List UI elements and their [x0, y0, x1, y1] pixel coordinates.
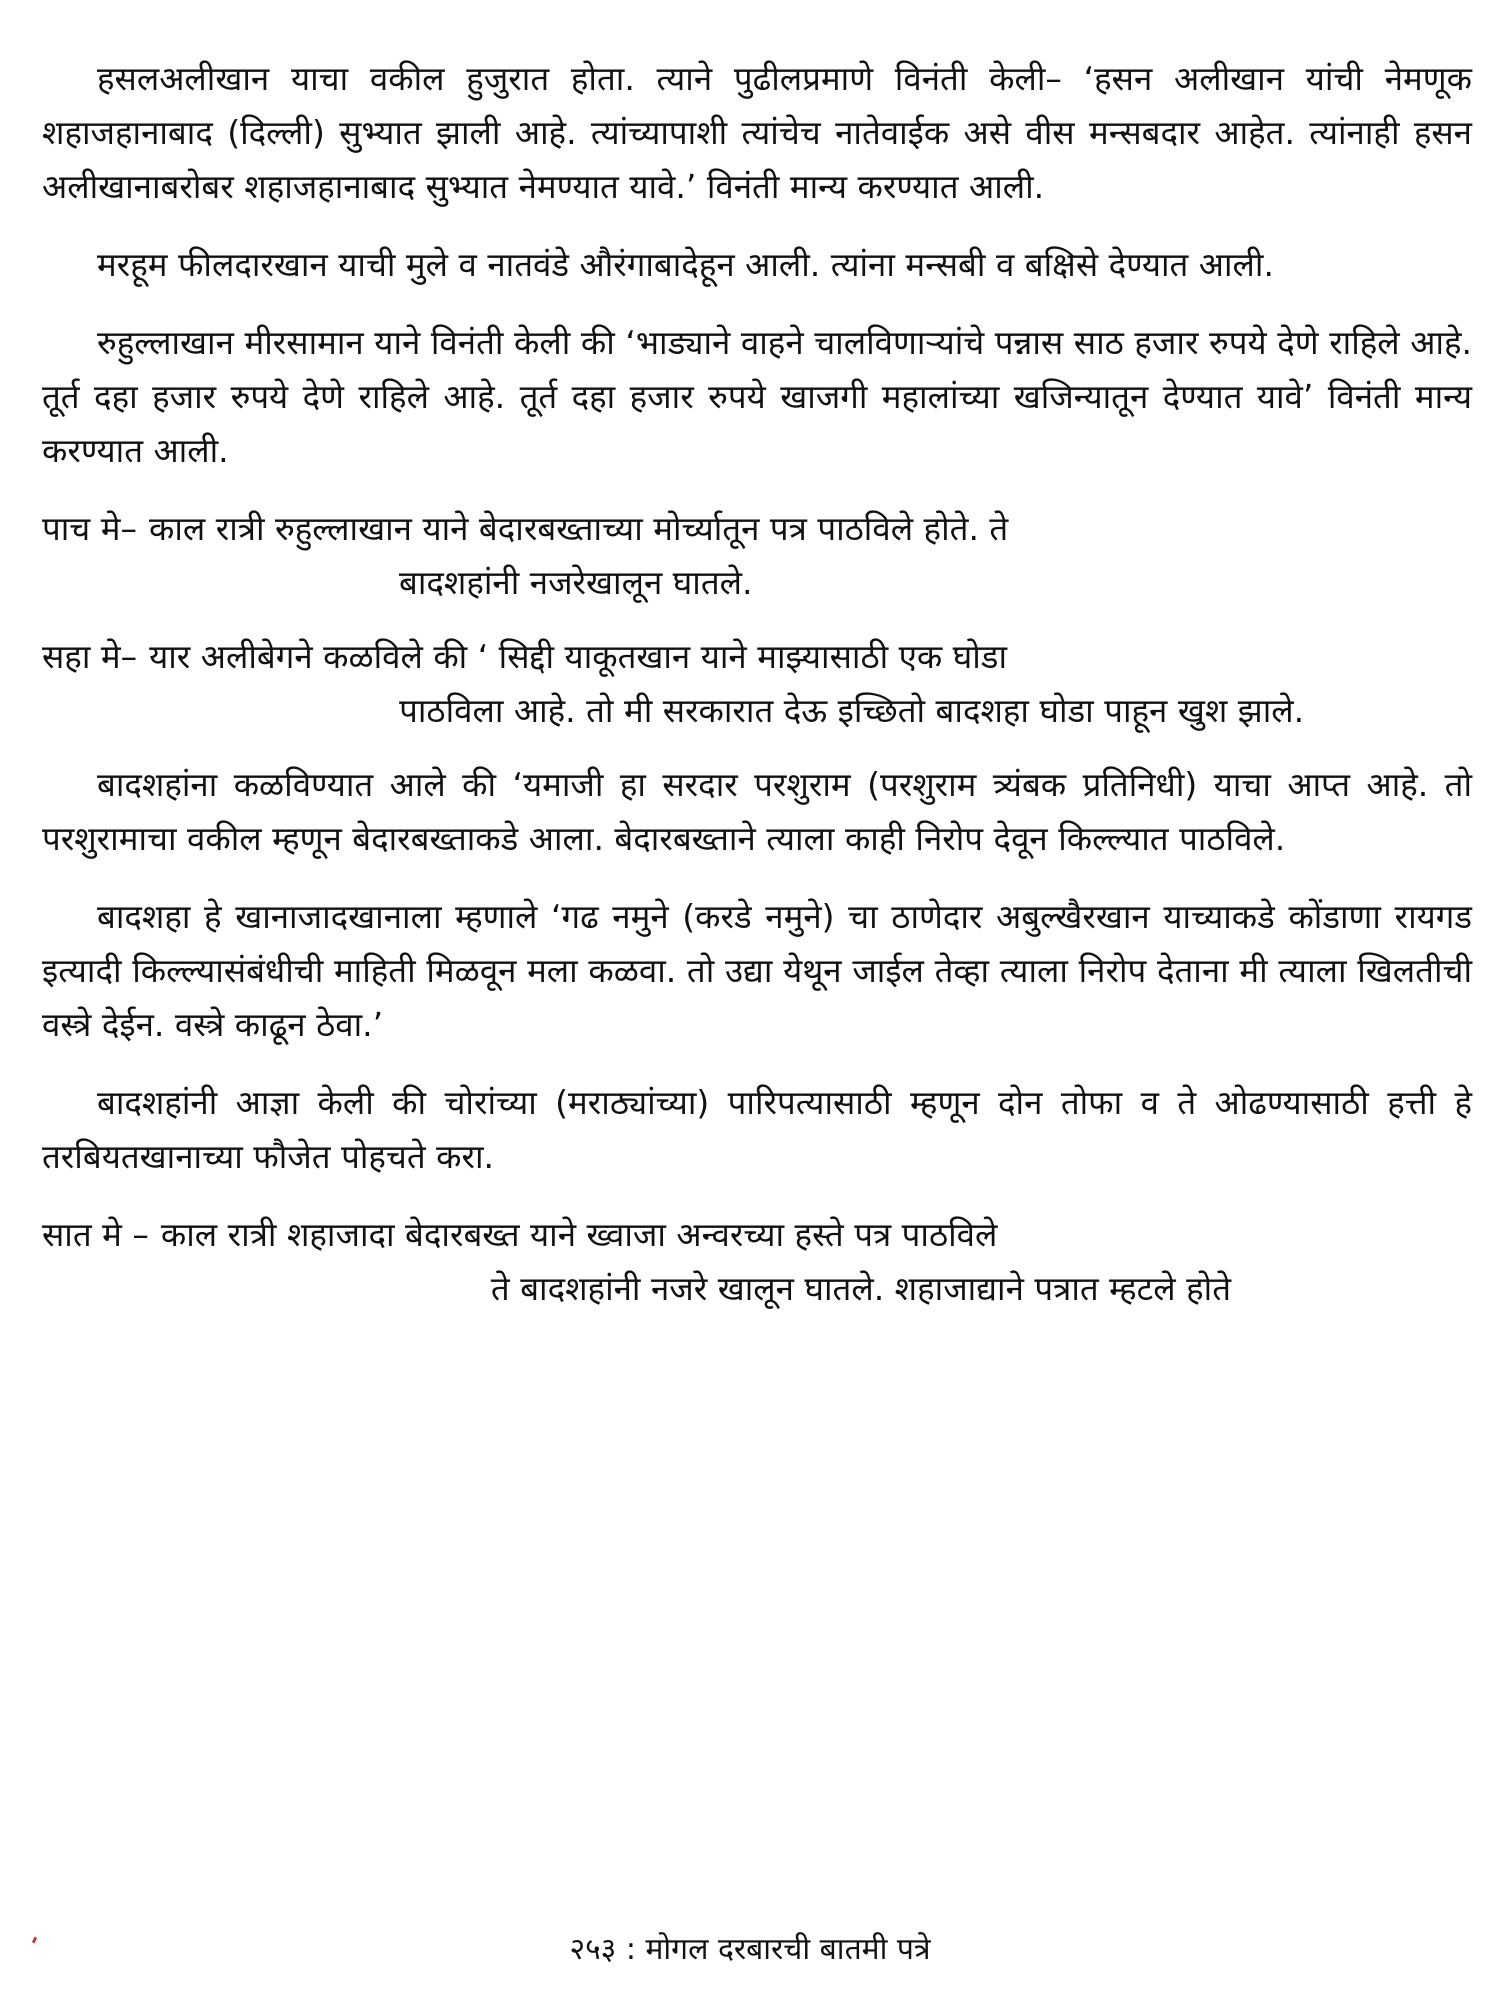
entry-text — [149, 502, 1472, 610]
page-footer: २५३ : मोगल दरबारची बातमी पत्रे — [569, 1932, 931, 1967]
entry-date-label: सात मे – — [42, 1215, 149, 1254]
paragraph: मरहूम फीलदारखान याची मुले व नातवंडे औरंगाबादेहून आली. त्यांना मन्सबी व बक्षिसे देण्यात आली. — [97, 245, 1274, 284]
paragraph: हसलअलीखान याचा वकील हुजुरात होता. त्याने पुढीलप्रमाणे विनंती केली– ‘हसन अलीखान यांची नेमणूक शहाजहानाबाद (दिल्ली) सुभ्यात झाली आहे. त्यांच्यापाशी त्यांचेच नातेवाईक असे वीस मन्सबदार आहेत. त्यांनाही हसन अलीखानाबरोबर शहाजहानाबाद सुभ्यात नेमण्यात यावे.’ विनंती मान्य करण्यात आली. — [42, 59, 1472, 206]
entry-text-first-line: काल रात्री रुहुल्लाखान याने बेदारबख्ताच्या मोर्च्यातून पत्र पाठविले होते. ते — [148, 509, 1009, 548]
entry-text-first-line: यार अलीबेगने कळविले की ‘ सिद्दी याकूतखान याने माझ्यासाठी एक घोडा — [149, 637, 1007, 676]
entry-text-continuation: पाठविला आहे. तो मी सरकारात देऊ इच्छितो बादशहा घोडा पाहून खुश झाले. — [399, 691, 1305, 730]
page-body — [42, 52, 1472, 1336]
entry-date-label: सहा मे– — [42, 637, 138, 676]
paragraph: बादशहा हे खानाजादखानाला म्हणाले ‘गढ नमुने (करडे नमुने) चा ठाणेदार अबुल्खैरखान याच्याकडे कोंडाणा रायगड इत्यादी किल्ल्यासंबंधीची माहिती मिळवून मला कळवा. तो उद्या येथून जाईल तेव्हा त्याला निरोप देताना मी त्याला खिलतीची वस्त्रे देईन. वस्त्रे काढून ठेवा.’ — [42, 897, 1472, 1044]
paragraph: बादशहांना कळविण्यात आले की ‘यमाजी हा सरदार परशुराम (परशुराम त्र्यंबक प्रतिनिधी) याचा आप्त आहे. तो परशुरामाचा वकील म्हणून बेदारबख्ताकडे आला. बेदारबख्ताने त्याला काही निरोप देवून किल्ल्यात पाठविले. — [42, 765, 1472, 858]
entry-text — [149, 630, 1472, 738]
dated-entry — [42, 630, 1472, 738]
entry-text-first-line: काल रात्री शहाजादा बेदारबख्त याने ख्वाजा अन्वरच्या हस्ते पत्र पाठविले — [160, 1215, 998, 1254]
paragraph: बादशहांनी आज्ञा केली की चोरांच्या (मराठ्यांच्या) पारिपत्यासाठी म्हणून दोन तोफा व ते ओढण्यासाठी हत्ती हे तरबियतखानाच्या फौजेत पोहचते करा. — [42, 1083, 1472, 1176]
entry-text — [161, 1208, 1472, 1316]
dated-entry — [42, 502, 1472, 610]
entry-text-continuation: ते बादशहांनी नजरे खालून घातले. शहाजाद्याने पत्रात म्हटले होते — [490, 1269, 1232, 1308]
entry-text-continuation: बादशहांनी नजरेखालून घातले. — [398, 563, 753, 602]
dated-entry — [42, 1208, 1472, 1316]
paragraph: रुहुल्लाखान मीरसामान याने विनंती केली की ‘भाड्याने वाहने चालविणाऱ्यांचे पन्नास साठ हजार रुपये देणे राहिले आहे. तूर्त दहा हजार रुपये देणे राहिले आहे. तूर्त दहा हजार रुपये खाजगी महालांच्या खजिन्यातून देण्यात यावे’ विनंती मान्य करण्यात आली. — [42, 323, 1472, 470]
entry-date-label: पाच मे– — [42, 509, 137, 548]
